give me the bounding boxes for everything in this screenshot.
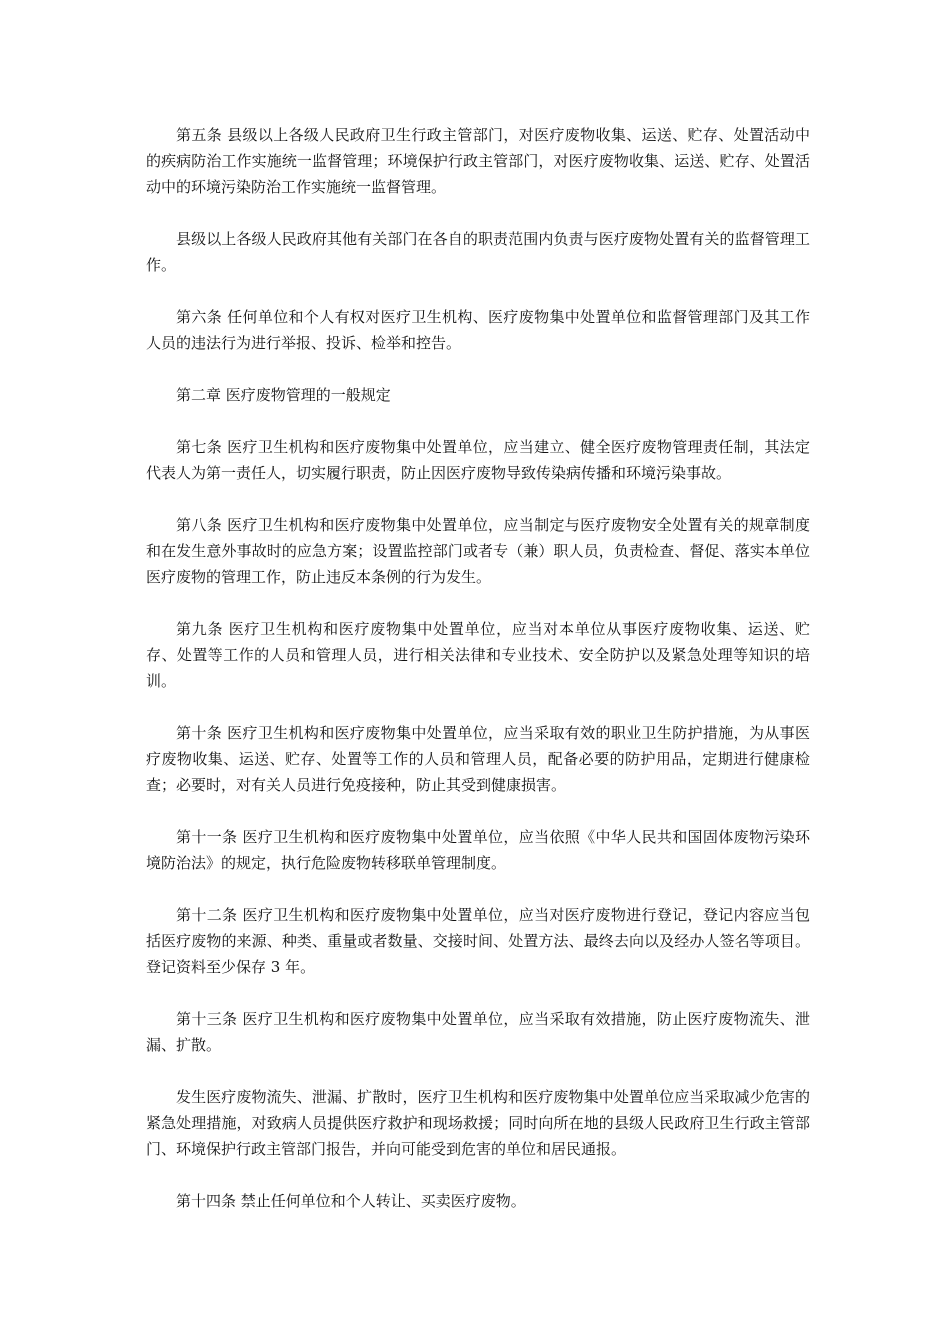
article-13-supplement-paragraph: 发生医疗废物流失、泄漏、扩散时，医疗卫生机构和医疗废物集中处置单位应当采取减少危害的紧急处理措施，对致病人员提供医疗救护和现场救援；同时向所在地的县级人民政府卫生行政主管部门、环境保护行政主管部门报告，并向可能受到危害的单位和居民通报。 <box>146 1088 810 1158</box>
article-5-paragraph: 第五条 县级以上各级人民政府卫生行政主管部门，对医疗废物收集、运送、贮存、处置活动中的疾病防治工作实施统一监督管理；环境保护行政主管部门，对医疗废物收集、运送、贮存、处置活动中的环境污染防治工作实施统一监督管理。 <box>146 126 810 196</box>
article-6-paragraph: 第六条 任何单位和个人有权对医疗卫生机构、医疗废物集中处置单位和监督管理部门及其工作人员的违法行为进行举报、投诉、检举和控告。 <box>146 308 810 352</box>
article-11-paragraph: 第十一条 医疗卫生机构和医疗废物集中处置单位，应当依照《中华人民共和国固体废物污染环境防治法》的规定，执行危险废物转移联单管理制度。 <box>146 828 810 872</box>
article-5-supplement-paragraph: 县级以上各级人民政府其他有关部门在各自的职责范围内负责与医疗废物处置有关的监督管理工作。 <box>146 230 810 274</box>
chapter-2-heading: 第二章 医疗废物管理的一般规定 <box>176 386 391 404</box>
article-14-paragraph: 第十四条 禁止任何单位和个人转让、买卖医疗废物。 <box>176 1192 526 1210</box>
article-8-paragraph: 第八条 医疗卫生机构和医疗废物集中处置单位，应当制定与医疗废物安全处置有关的规章制度和在发生意外事故时的应急方案；设置监控部门或者专（兼）职人员，负责检查、督促、落实本单位医疗废物的管理工作，防止违反本条例的行为发生。 <box>146 516 810 586</box>
article-12-paragraph: 第十二条 医疗卫生机构和医疗废物集中处置单位，应当对医疗废物进行登记，登记内容应当包括医疗废物的来源、种类、重量或者数量、交接时间、处置方法、最终去向以及经办人签名等项目。登记资料至少保存 3 年。 <box>146 906 810 976</box>
article-10-paragraph: 第十条 医疗卫生机构和医疗废物集中处置单位，应当采取有效的职业卫生防护措施，为从事医疗废物收集、运送、贮存、处置等工作的人员和管理人员，配备必要的防护用品，定期进行健康检查；必要时，对有关人员进行免疫接种，防止其受到健康损害。 <box>146 724 810 794</box>
document-body <box>146 122 810 1240</box>
article-9-paragraph: 第九条 医疗卫生机构和医疗废物集中处置单位，应当对本单位从事医疗废物收集、运送、贮存、处置等工作的人员和管理人员，进行相关法律和专业技术、安全防护以及紧急处理等知识的培训。 <box>146 620 810 690</box>
article-13-paragraph: 第十三条 医疗卫生机构和医疗废物集中处置单位，应当采取有效措施，防止医疗废物流失、泄漏、扩散。 <box>146 1010 810 1054</box>
article-7-paragraph: 第七条 医疗卫生机构和医疗废物集中处置单位，应当建立、健全医疗废物管理责任制，其法定代表人为第一责任人，切实履行职责，防止因医疗废物导致传染病传播和环境污染事故。 <box>146 438 810 482</box>
